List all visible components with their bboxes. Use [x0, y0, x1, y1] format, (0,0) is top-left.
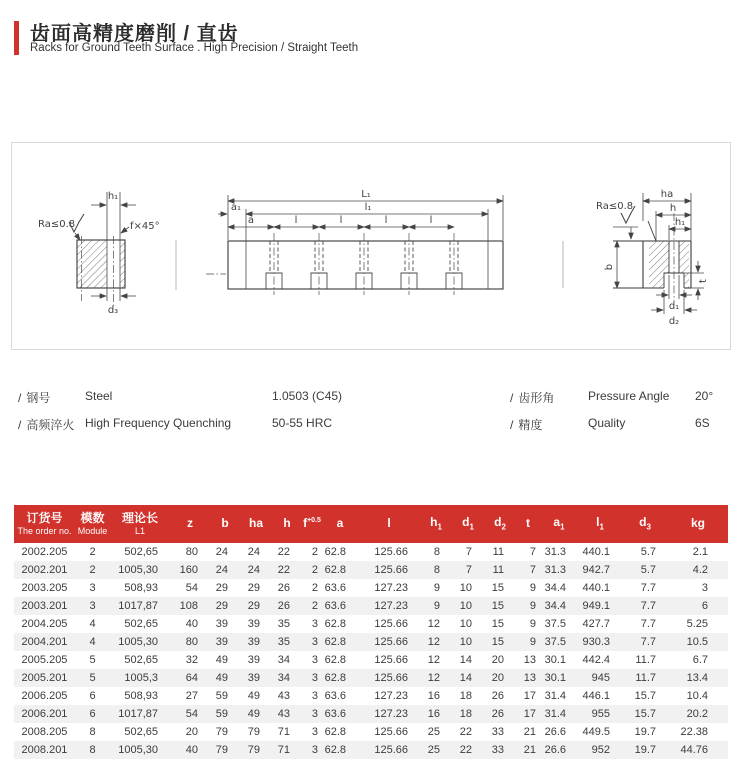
table-cell: 20 [491, 654, 504, 666]
table-cell: 2008.205 [21, 726, 68, 738]
table-cell: 2 [311, 600, 318, 612]
slash: / [18, 391, 22, 405]
table-cell: 29 [215, 582, 228, 594]
slash: / [510, 418, 514, 432]
column-header: $f^{+0.5}$ [302, 505, 322, 543]
table-cell: 15 [491, 636, 504, 648]
table-cell: 2006.201 [21, 708, 68, 720]
table-cell: 37.5 [544, 636, 566, 648]
table-cell: 54 [185, 708, 198, 720]
table-cell: 62.8 [324, 546, 346, 558]
table-cell: 2004.205 [21, 618, 68, 630]
column-header: t [516, 505, 540, 543]
table-cell: 71 [277, 744, 290, 756]
dim-label-l: l [429, 215, 433, 226]
table-cell: 2008.201 [21, 744, 68, 756]
table-cell: 43 [277, 708, 290, 720]
table-cell: 20.2 [686, 708, 708, 720]
column-header: $d_1$ [452, 505, 484, 543]
table-cell: 40 [185, 744, 198, 756]
dim-label-ra: Ra≤0.8 [596, 201, 634, 212]
column-header: 理论长 L1 [110, 505, 170, 543]
table-cell: 44.76 [680, 744, 708, 756]
column-header: b [210, 505, 240, 543]
table-cell: 125.66 [374, 672, 408, 684]
table-cell: 79 [215, 726, 228, 738]
table-cell: 20 [185, 726, 198, 738]
table-cell: 7.7 [640, 600, 656, 612]
table-cell: 2002.201 [21, 564, 68, 576]
table-cell: 62.8 [324, 636, 346, 648]
dim-label-f45: f×45° [130, 221, 160, 232]
table-cell: 2002.205 [21, 546, 68, 558]
table-cell: 62.8 [324, 672, 346, 684]
spec-value: 50-55 HRC [272, 416, 333, 430]
table-cell: 26 [277, 600, 290, 612]
table-cell: 9 [529, 600, 536, 612]
column-header: 模数 Module [75, 505, 110, 543]
table-cell: 125.66 [374, 564, 408, 576]
table-row [14, 561, 728, 579]
table-cell: 3 [311, 708, 318, 720]
spec-label-en: Quality [588, 416, 626, 430]
table-cell: 502,65 [124, 546, 158, 558]
table-cell: 1005,3 [124, 672, 158, 684]
spec-value: 6S [695, 416, 710, 430]
table-cell: 39 [247, 672, 260, 684]
table-cell: 15 [491, 600, 504, 612]
table-cell: 9 [529, 636, 536, 648]
table-cell: 20 [491, 672, 504, 684]
table-cell: 34.4 [544, 600, 566, 612]
table-cell: 24 [215, 564, 228, 576]
table-header [14, 505, 728, 543]
dim-label-h1: h₁ [107, 191, 119, 202]
table-cell: 49 [247, 690, 260, 702]
table-cell: 12 [427, 618, 440, 630]
table-cell: 37.5 [544, 618, 566, 630]
table-row [14, 687, 728, 705]
table-cell: 62.8 [324, 618, 346, 630]
table-cell: 33 [491, 744, 504, 756]
table-cell: 9 [433, 600, 440, 612]
table-cell: 2005.205 [21, 654, 68, 666]
table-cell: 3 [701, 582, 708, 594]
table-cell: 5.7 [640, 546, 656, 558]
table-cell: 10 [459, 636, 472, 648]
table-cell: 35 [277, 636, 290, 648]
table-cell: 22 [459, 744, 472, 756]
table-cell: 39 [215, 636, 228, 648]
table-cell: 9 [529, 582, 536, 594]
table-cell: 7.7 [640, 636, 656, 648]
table-cell: 9 [529, 618, 536, 630]
table-cell: 127.23 [374, 582, 408, 594]
dim-label-d1: d₁ [668, 301, 680, 312]
table-cell: 62.8 [324, 564, 346, 576]
table-cell: 62.8 [324, 726, 346, 738]
table-cell: 26.6 [544, 726, 566, 738]
table-cell: 3 [311, 726, 318, 738]
table-cell: 1005,30 [118, 636, 158, 648]
dim-label-ha: ha [660, 189, 674, 200]
table-cell: 160 [179, 564, 198, 576]
table-cell: 7 [465, 546, 472, 558]
table-cell: 13.4 [686, 672, 708, 684]
table-cell: 29 [247, 600, 260, 612]
column-header: ha [240, 505, 272, 543]
spec-value: 20° [695, 389, 714, 403]
table-cell: 10.4 [686, 690, 708, 702]
column-header: z [170, 505, 210, 543]
table-cell: 79 [215, 744, 228, 756]
table-cell: 3 [89, 582, 96, 594]
dim-label-a1: a₁ [230, 202, 242, 213]
table-cell: 39 [247, 618, 260, 630]
table-cell: 2006.205 [21, 690, 68, 702]
table-cell: 79 [247, 726, 260, 738]
table-cell: 15.7 [634, 690, 656, 702]
dim-label-h: h [669, 203, 677, 214]
dim-label-l: l [294, 215, 298, 226]
dim-label-l1: l₁ [364, 202, 372, 213]
table-cell: 125.66 [374, 654, 408, 666]
slash: / [18, 418, 22, 432]
table-cell: 440.1 [582, 582, 610, 594]
table-cell: 15.7 [634, 708, 656, 720]
table-cell: 2 [89, 546, 96, 558]
table-cell: 26 [491, 690, 504, 702]
table-cell: 29 [247, 582, 260, 594]
table-cell: 34 [277, 672, 290, 684]
table-cell: 17 [523, 708, 536, 720]
table-cell: 13 [523, 672, 536, 684]
table-cell: 2.1 [692, 546, 708, 558]
table-cell: 2 [311, 564, 318, 576]
table-cell: 8 [89, 744, 96, 756]
table-cell: 125.66 [374, 546, 408, 558]
table-cell: 5 [89, 672, 96, 684]
table-row [14, 543, 728, 561]
technical-drawing [12, 143, 728, 347]
table-cell: 9 [433, 582, 440, 594]
technical-drawing-panel [11, 142, 731, 350]
table-cell: 11 [492, 564, 504, 576]
dim-label-a: a [247, 215, 255, 226]
table-cell: 8 [433, 546, 440, 558]
table-cell: 1005,30 [118, 744, 158, 756]
table-cell: 11.7 [635, 672, 656, 684]
table-cell: 3 [311, 672, 318, 684]
table-cell: 15 [491, 582, 504, 594]
table-cell: 59 [215, 690, 228, 702]
table-cell: 39 [247, 654, 260, 666]
table-cell: 49 [215, 654, 228, 666]
table-cell: 12 [427, 672, 440, 684]
table-cell: 449.5 [582, 726, 610, 738]
table-cell: 446.1 [582, 690, 610, 702]
table-cell: 2003.201 [21, 600, 68, 612]
table-cell: 6 [89, 708, 96, 720]
table-cell: 31.4 [544, 690, 566, 702]
table-cell: 49 [215, 672, 228, 684]
table-cell: 1017,87 [118, 600, 158, 612]
column-header: l [358, 505, 420, 543]
table-cell: 35 [277, 618, 290, 630]
table-cell: 2 [89, 564, 96, 576]
dim-label-d2: d₂ [668, 316, 680, 327]
column-header: a [322, 505, 358, 543]
table-cell: 18 [459, 690, 472, 702]
table-cell: 17 [523, 690, 536, 702]
table-cell: 3 [311, 618, 318, 630]
table-cell: 508,93 [124, 582, 158, 594]
table-cell: 502,65 [124, 618, 158, 630]
table-cell: 71 [277, 726, 290, 738]
table-cell: 63.6 [324, 600, 346, 612]
slash: / [510, 391, 514, 405]
table-cell: 125.66 [374, 726, 408, 738]
table-cell: 19.7 [634, 744, 656, 756]
table-cell: 508,93 [124, 690, 158, 702]
table-cell: 7.7 [640, 618, 656, 630]
table-cell: 34 [277, 654, 290, 666]
table-cell: 942.7 [582, 564, 610, 576]
table-cell: 7 [465, 564, 472, 576]
column-header: kg [668, 505, 728, 543]
table-cell: 22 [277, 546, 290, 558]
table-cell: 2003.205 [21, 582, 68, 594]
table-row [14, 615, 728, 633]
spec-label-en: Pressure Angle [588, 389, 670, 403]
table-cell: 125.66 [374, 618, 408, 630]
table-cell: 15 [491, 618, 504, 630]
table-cell: 25 [427, 744, 440, 756]
table-cell: 22 [277, 564, 290, 576]
table-cell: 19.7 [634, 726, 656, 738]
table-cell: 427.7 [582, 618, 610, 630]
table-cell: 22.38 [680, 726, 708, 738]
table-cell: 26.6 [544, 744, 566, 756]
table-cell: 62.8 [324, 654, 346, 666]
left-section-view [38, 191, 160, 316]
table-cell: 12 [427, 654, 440, 666]
spec-label-zh: / 精度 [510, 418, 543, 432]
table-cell: 3 [311, 654, 318, 666]
table-cell: 12 [427, 636, 440, 648]
table-cell: 6.7 [692, 654, 708, 666]
column-header: $l_1$ [578, 505, 622, 543]
table-cell: 127.23 [374, 600, 408, 612]
table-cell: 8 [89, 726, 96, 738]
product-table [14, 505, 728, 759]
page-title-zh: 齿面高精度磨削 / 直齿 [30, 23, 239, 45]
table-cell: 945 [591, 672, 610, 684]
table-cell: 63.6 [324, 690, 346, 702]
table-cell: 49 [247, 708, 260, 720]
table-cell: 10 [459, 582, 472, 594]
table-cell: 6 [701, 600, 708, 612]
table-cell: 11 [492, 546, 504, 558]
table-cell: 127.23 [374, 690, 408, 702]
table-cell: 2 [311, 546, 318, 558]
dim-label-L1: L₁ [361, 189, 371, 200]
table-row [14, 633, 728, 651]
table-cell: 6 [89, 690, 96, 702]
table-cell: 125.66 [374, 744, 408, 756]
table-cell: 22 [459, 726, 472, 738]
table-cell: 8 [433, 564, 440, 576]
table-cell: 30.1 [544, 654, 566, 666]
table-cell: 125.66 [374, 636, 408, 648]
table-row [14, 669, 728, 687]
table-cell: 1005,30 [118, 564, 158, 576]
table-row [14, 741, 728, 759]
table-cell: 5.7 [640, 564, 656, 576]
table-cell: 3 [89, 600, 96, 612]
table-cell: 63.6 [324, 582, 346, 594]
column-header: $a_1$ [540, 505, 578, 543]
table-cell: 26 [277, 582, 290, 594]
table-cell: 13 [523, 654, 536, 666]
table-cell: 24 [215, 546, 228, 558]
table-cell: 4.2 [692, 564, 708, 576]
table-cell: 31.3 [544, 564, 566, 576]
table-cell: 31.4 [544, 708, 566, 720]
column-header: $d_3$ [622, 505, 668, 543]
table-cell: 7 [529, 564, 536, 576]
spec-label-zh: / 齿形角 [510, 391, 555, 405]
table-row [14, 579, 728, 597]
table-cell: 24 [247, 546, 260, 558]
dim-label-h1: h₁ [674, 217, 686, 228]
table-cell: 440.1 [582, 546, 610, 558]
table-cell: 955 [591, 708, 610, 720]
table-cell: 127.23 [374, 708, 408, 720]
table-body [14, 543, 728, 759]
table-cell: 14 [459, 672, 472, 684]
table-cell: 3 [311, 744, 318, 756]
table-cell: 3 [311, 690, 318, 702]
dim-label-ra: Ra≤0.8 [38, 219, 76, 230]
table-cell: 502,65 [124, 654, 158, 666]
spec-label-zh: / 高频淬火 [18, 418, 75, 432]
table-cell: 502,65 [124, 726, 158, 738]
table-row [14, 723, 728, 741]
dim-label-t: t [698, 279, 709, 283]
spec-label-en: High Frequency Quenching [85, 416, 232, 430]
table-cell: 32 [185, 654, 198, 666]
column-header: h [272, 505, 302, 543]
table-cell: 39 [247, 636, 260, 648]
table-cell: 5.25 [686, 618, 708, 630]
table-cell: 4 [89, 618, 96, 630]
right-section-view [596, 189, 709, 327]
title-accent-bar [14, 21, 19, 55]
table-cell: 59 [215, 708, 228, 720]
column-header: $d_2$ [484, 505, 516, 543]
table-cell: 64 [185, 672, 198, 684]
table-cell: 21 [523, 744, 536, 756]
table-cell: 108 [179, 600, 198, 612]
page-title-en: Racks for Ground Teeth Surface . High Precision / Straight Teeth [30, 42, 359, 54]
table-cell: 79 [247, 744, 260, 756]
spec-label-en: Steel [85, 389, 113, 403]
table-cell: 7.7 [640, 582, 656, 594]
table-cell: 949.1 [582, 600, 610, 612]
spec-label-zh: / 钢号 [18, 391, 51, 405]
table-cell: 1017,87 [118, 708, 158, 720]
table-cell: 39 [215, 618, 228, 630]
table-header-row [14, 505, 728, 543]
table-cell: 18 [459, 708, 472, 720]
table-row [14, 651, 728, 669]
table-cell: 2005.201 [21, 672, 68, 684]
table-cell: 14 [459, 654, 472, 666]
table-cell: 7 [529, 546, 536, 558]
spec-value: 1.0503 (C45) [272, 389, 343, 403]
table-cell: 43 [277, 690, 290, 702]
table-cell: 10.5 [686, 636, 708, 648]
table-cell: 80 [185, 546, 198, 558]
table-row [14, 705, 728, 723]
table-cell: 63.6 [324, 708, 346, 720]
column-header: 订货号 The order no. [14, 505, 75, 543]
table-cell: 2004.201 [21, 636, 68, 648]
dim-label-d3: d₃ [107, 305, 119, 316]
table-cell: 10 [459, 618, 472, 630]
table-cell: 25 [427, 726, 440, 738]
table-cell: 80 [185, 636, 198, 648]
table-cell: 2 [311, 582, 318, 594]
table-cell: 29 [215, 600, 228, 612]
table-cell: 16 [427, 690, 440, 702]
table-cell: 16 [427, 708, 440, 720]
dim-label-b: b [604, 263, 615, 271]
table-cell: 4 [89, 636, 96, 648]
table-cell: 24 [247, 564, 260, 576]
rack-side-view [206, 189, 503, 295]
table-cell: 3 [311, 636, 318, 648]
table-row [14, 597, 728, 615]
table-cell: 40 [185, 618, 198, 630]
table-cell: 26 [491, 708, 504, 720]
table-cell: 33 [491, 726, 504, 738]
table-cell: 21 [523, 726, 536, 738]
dim-label-l: l [339, 215, 343, 226]
table-cell: 54 [185, 582, 198, 594]
table-cell: 442.4 [582, 654, 610, 666]
table-cell: 5 [89, 654, 96, 666]
column-header: $h_1$ [420, 505, 452, 543]
table-cell: 34.4 [544, 582, 566, 594]
table-cell: 30.1 [544, 672, 566, 684]
table-cell: 10 [459, 600, 472, 612]
table-cell: 952 [591, 744, 610, 756]
table-cell: 11.7 [635, 654, 656, 666]
table-cell: 31.3 [544, 546, 566, 558]
table-cell: 930.3 [582, 636, 610, 648]
dim-label-l: l [384, 215, 388, 226]
table-cell: 62.8 [324, 744, 346, 756]
table-cell: 27 [185, 690, 198, 702]
